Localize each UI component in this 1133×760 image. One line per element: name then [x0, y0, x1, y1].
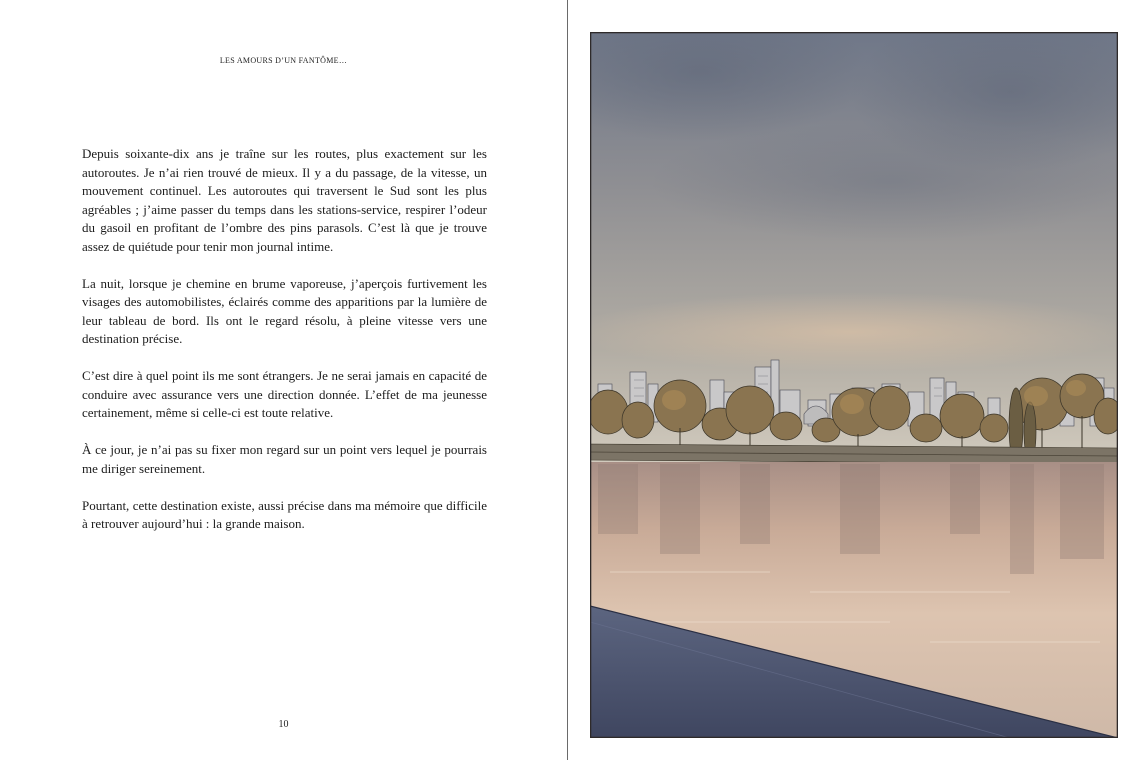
page-number: 10	[278, 719, 289, 730]
watercolor-illustration	[590, 32, 1118, 738]
running-head: LES AMOURS D’UN FANTÔME…	[219, 56, 348, 65]
right-page	[568, 0, 1133, 760]
paragraph-1: Depuis soixante-dix ans je traîne sur les routes, plus exactement sur les autoroutes. Je n’ai rien trouvé de mieux. Il y a du passage, de la vitesse, un mouvement continuel. Les autoroutes qui traversent le Sud sont les plus agréables ; j’aime passer du temps dans les stations-service, respirer l’odeur du gasoil en profitant de l’ombre des pins parasols. C’est là que je trouve assez de quiétude pour tenir mon journal intime.	[82, 146, 487, 254]
paragraph-5: Pourtant, cette destination existe, aussi précise dans ma mémoire que difficile à retrouver aujourd’hui : la grande maison.	[82, 497, 487, 531]
paragraph-2: La nuit, lorsque je chemine en brume vaporeuse, j’aperçois furtivement les visages des automobilistes, éclairés comme des apparitions par la lumière de leur tableau de bord. Ils ont le regard résolu, à pleine vitesse vers une destination précise.	[82, 275, 487, 346]
paragraph-3: C’est dire à quel point ils me sont étrangers. Je ne serai jamais en capacité de conduire avec assurance vers une direction donnée. L’effet de ma jeunesse certainement, même si celle-ci est toute relative.	[82, 368, 487, 420]
body-text	[82, 145, 487, 552]
cityscape-lake-image	[590, 32, 1118, 738]
paragraph-4: À ce jour, je n’ai pas su fixer mon regard sur un point vers lequel je pourrais me diriger sereinement.	[82, 442, 487, 476]
